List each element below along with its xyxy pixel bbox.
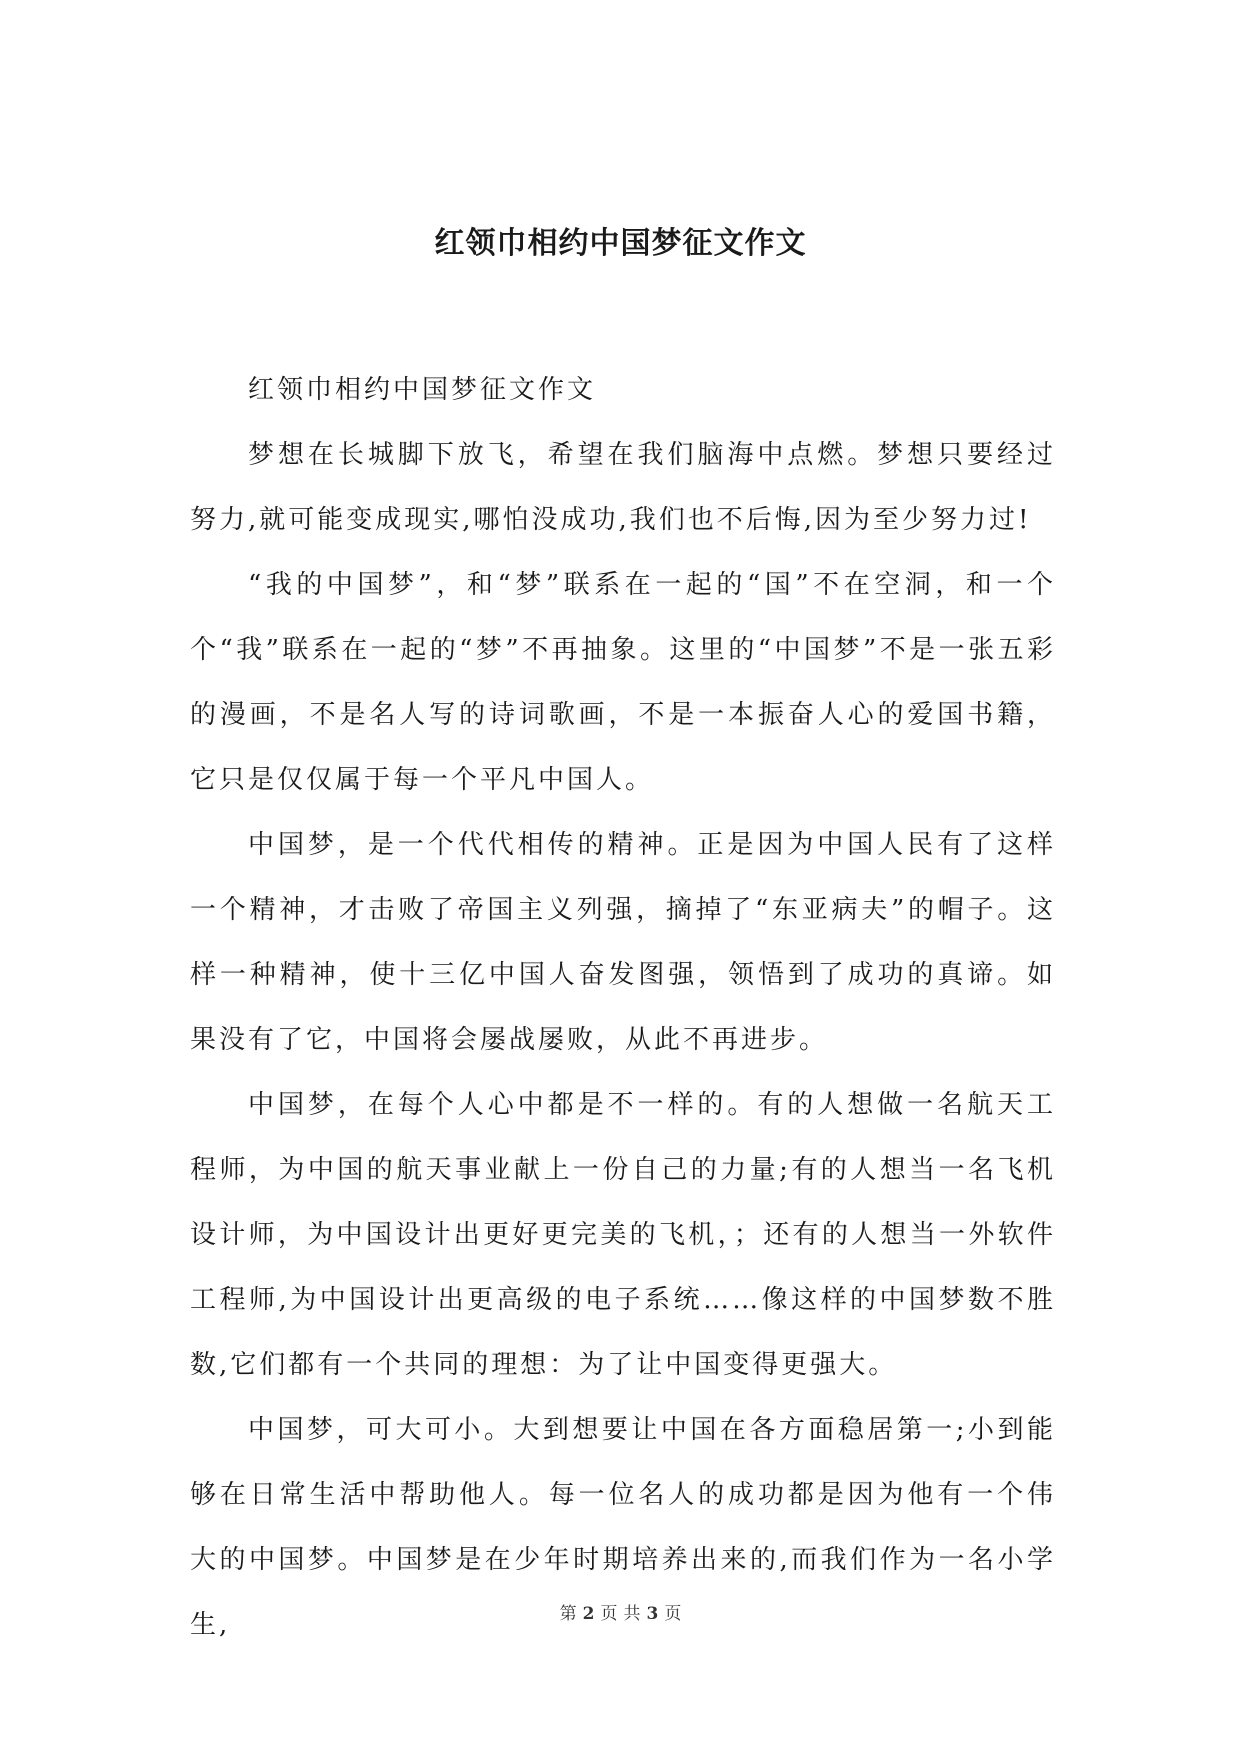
- total-pages-number: 3: [646, 1604, 659, 1624]
- paragraph: 中国梦，是一个代代相传的精神。正是因为中国人民有了这样一个精神，才击败了帝国主义列强，摘掉了“东亚病夫”的帽子。这样一种精神，使十三亿中国人奋发图强，领悟到了成功的真谛。如果没有了它，中国将会屡战屡败，从此不再进步。: [190, 830, 1056, 1055]
- document-title: 红领巾相约中国梦征文作文: [434, 226, 807, 261]
- paragraph: 梦想在长城脚下放飞，希望在我们脑海中点燃。梦想只要经过努力,就可能变成现实,哪怕没成功,我们也不后悔,因为至少努力过!: [190, 440, 1056, 535]
- footer-total-word: 共: [623, 1604, 641, 1624]
- current-page-number: 2: [582, 1604, 595, 1624]
- footer-prefix: 第: [559, 1604, 577, 1624]
- page-footer: [0, 1603, 1241, 1625]
- footer-page-word: 页: [600, 1604, 618, 1624]
- paragraph: 中国梦，可大可小。大到想要让中国在各方面稳居第一;小到能够在日常生活中帮助他人。每一位名人的成功都是因为他有一个伟大的中国梦。中国梦是在少年时期培养出来的,而我们作为一名小学生,: [190, 1415, 1056, 1640]
- paragraph: 中国梦，在每个人心中都是不一样的。有的人想做一名航天工程师，为中国的航天事业献上一份自己的力量;有的人想当一名飞机设计师，为中国设计出更好更完美的飞机，；还有的人想当一外软件工程师,为中国设计出更高级的电子系统……像这样的中国梦数不胜数,它们都有一个共同的理想：为了让中国变得更强大。: [190, 1090, 1056, 1380]
- paragraph-subtitle: 红领巾相约中国梦征文作文: [248, 375, 597, 405]
- document-body: [190, 358, 1056, 1658]
- footer-suffix: 页: [664, 1604, 682, 1624]
- paragraph: “我的中国梦”，和“梦”联系在一起的“国”不在空洞，和一个个“我”联系在一起的“梦”不再抽象。这里的“中国梦”不是一张五彩的漫画，不是名人写的诗词歌画，不是一本振奋人心的爱国书籍，它只是仅仅属于每一个平凡中国人。: [190, 570, 1056, 795]
